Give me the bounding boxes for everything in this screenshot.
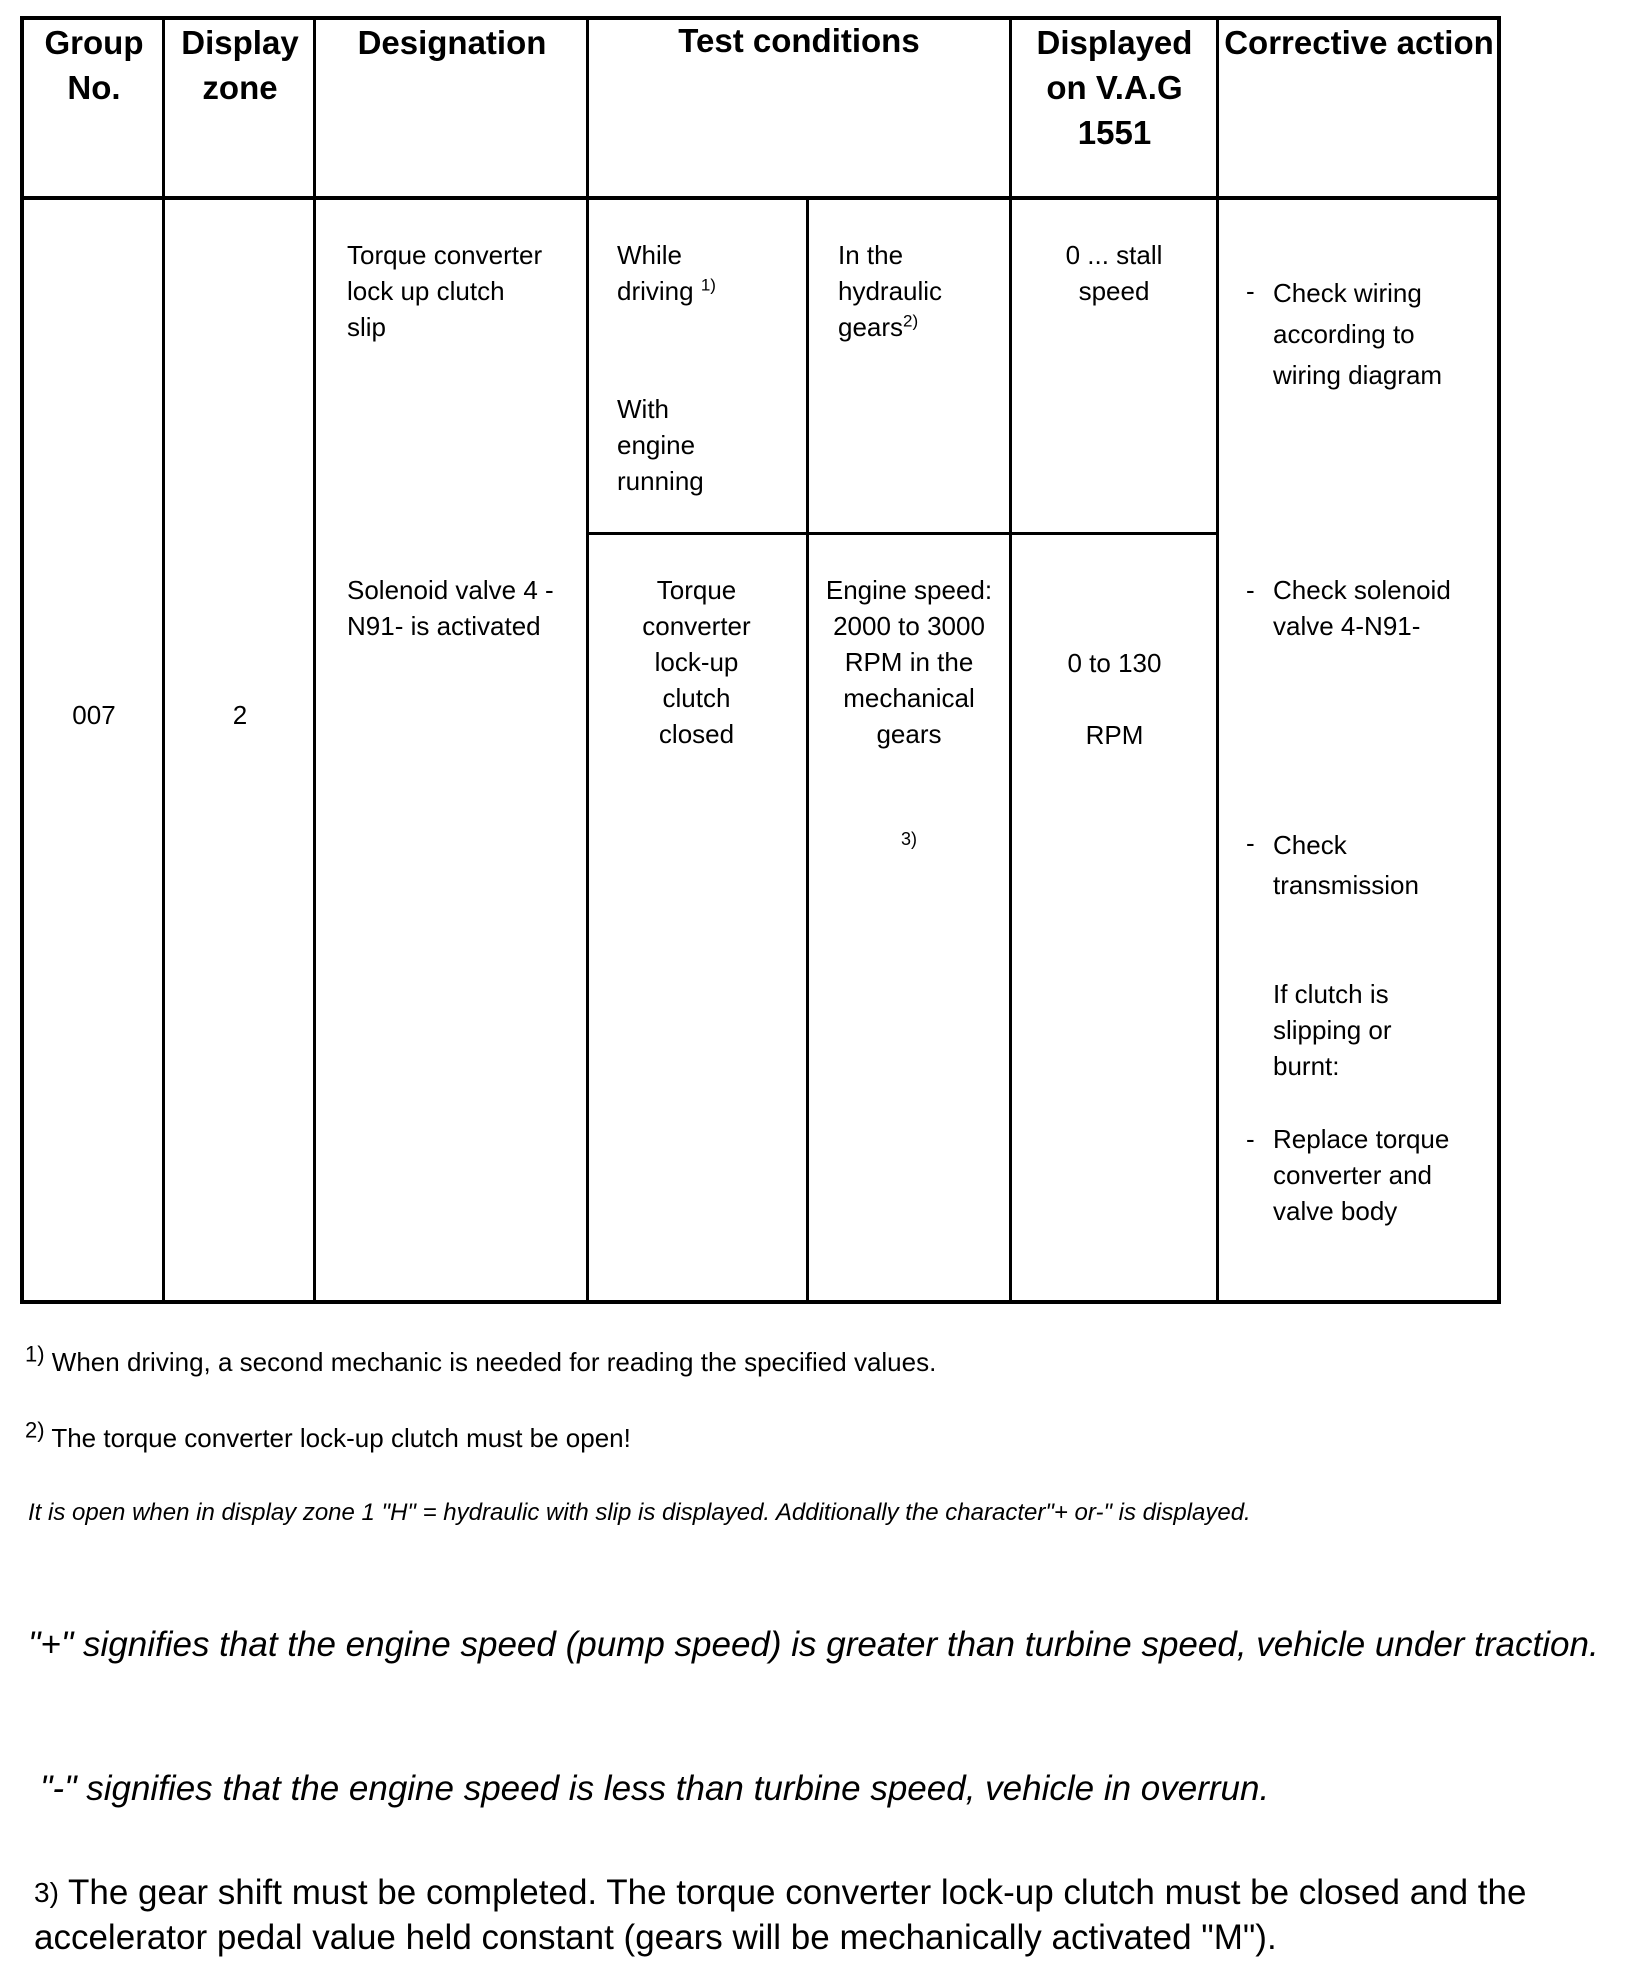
action-dash-1: - — [1246, 276, 1255, 306]
footnote-1-mark: 1) — [25, 1341, 45, 1367]
inner-row-separator — [586, 532, 1219, 535]
condition-clutch-closed: Torque converter lock-up clutch closed — [642, 575, 751, 749]
footnote-2 — [25, 1417, 1525, 1455]
col-sep-3 — [586, 16, 589, 1304]
footnote-3-text: The gear shift must be completed. The torque converter lock-up clutch must be closed and the accelerator pedal value held constant (gears will be mechanically activated "M"). — [34, 1873, 1527, 1957]
footnote-3 — [34, 1870, 1634, 1960]
col-sep-2 — [313, 16, 316, 1304]
action-replace-converter: Replace torque converter and valve body — [1273, 1124, 1450, 1226]
condition-hydraulic-gears-text: In the hydraulic gears — [838, 240, 943, 342]
footnote-ref-1: 1) — [700, 275, 716, 295]
condition-while-driving — [617, 237, 747, 309]
header-group-no: Group No. — [44, 24, 144, 106]
condition-clutch-slipping: If clutch is slipping or burnt: — [1273, 979, 1392, 1081]
table-border-right — [1497, 16, 1501, 1304]
col-sep-1 — [162, 16, 165, 1304]
action-dash-4: - — [1246, 1124, 1255, 1154]
display-zone-number: 2 — [232, 700, 248, 730]
action-dash-2: - — [1246, 575, 1255, 605]
footnote-1 — [25, 1341, 1525, 1379]
condition-engine-running: With engine running — [617, 394, 704, 496]
col-sep-5 — [1009, 16, 1012, 1304]
footnote-3-mark: 3) — [34, 1877, 59, 1908]
action-dash-3: - — [1246, 828, 1255, 858]
footnote-1-text: When driving, a second mechanic is needed for reading the specified values. — [51, 1347, 937, 1377]
footnote-2-text: The torque converter lock-up clutch must be open! — [51, 1423, 631, 1453]
header-display-zone: Display zone — [181, 24, 299, 106]
displayed-stall-speed: 0 ... stall speed — [1065, 240, 1163, 306]
displayed-rpm-unit: RPM — [1085, 720, 1144, 750]
header-separator — [20, 196, 1501, 200]
displayed-rpm-value: 0 to 130 — [1067, 648, 1162, 678]
footnote-2-note: It is open when in display zone 1 "H" = hydraulic with slip is displayed. Additionally the character"+ or-" is displayed. — [28, 1499, 1251, 1526]
condition-hydraulic-gears — [838, 237, 988, 345]
group-number: 007 — [72, 700, 116, 730]
header-test-conditions: Test conditions — [678, 22, 920, 59]
header-designation: Designation — [357, 24, 547, 61]
table-border-left — [20, 16, 24, 1304]
col-sep-4 — [806, 196, 809, 1304]
action-check-transmission: Check transmission — [1273, 830, 1419, 900]
action-check-solenoid: Check solenoid valve 4-N91- — [1273, 575, 1451, 641]
footnote-ref-2: 2) — [903, 311, 919, 331]
footnote-2-mark: 2) — [25, 1417, 45, 1443]
footnote-ref-3: 3) — [900, 829, 917, 849]
action-check-wiring: Check wiring according to wiring diagram — [1273, 278, 1443, 390]
designation-solenoid-valve: Solenoid valve 4 -N91- is activated — [347, 575, 554, 641]
header-displayed: Displayed on V.A.G 1551 — [1036, 24, 1193, 151]
condition-engine-speed: Engine speed: 2000 to 3000 RPM in the mechanical gears — [825, 575, 993, 749]
plus-sign-note: "+" signifies that the engine speed (pump speed) is greater than turbine speed, vehicle under traction. — [28, 1625, 1599, 1664]
designation-clutch-slip: Torque converter lock up clutch slip — [347, 240, 543, 342]
table-border-bottom — [20, 1300, 1501, 1304]
minus-sign-note: "-" signifies that the engine speed is less than turbine speed, vehicle in overrun. — [40, 1769, 1270, 1808]
header-corrective-action: Corrective action — [1224, 24, 1494, 61]
col-sep-6 — [1216, 16, 1219, 1304]
condition-while-driving-text: While driving — [617, 240, 694, 306]
